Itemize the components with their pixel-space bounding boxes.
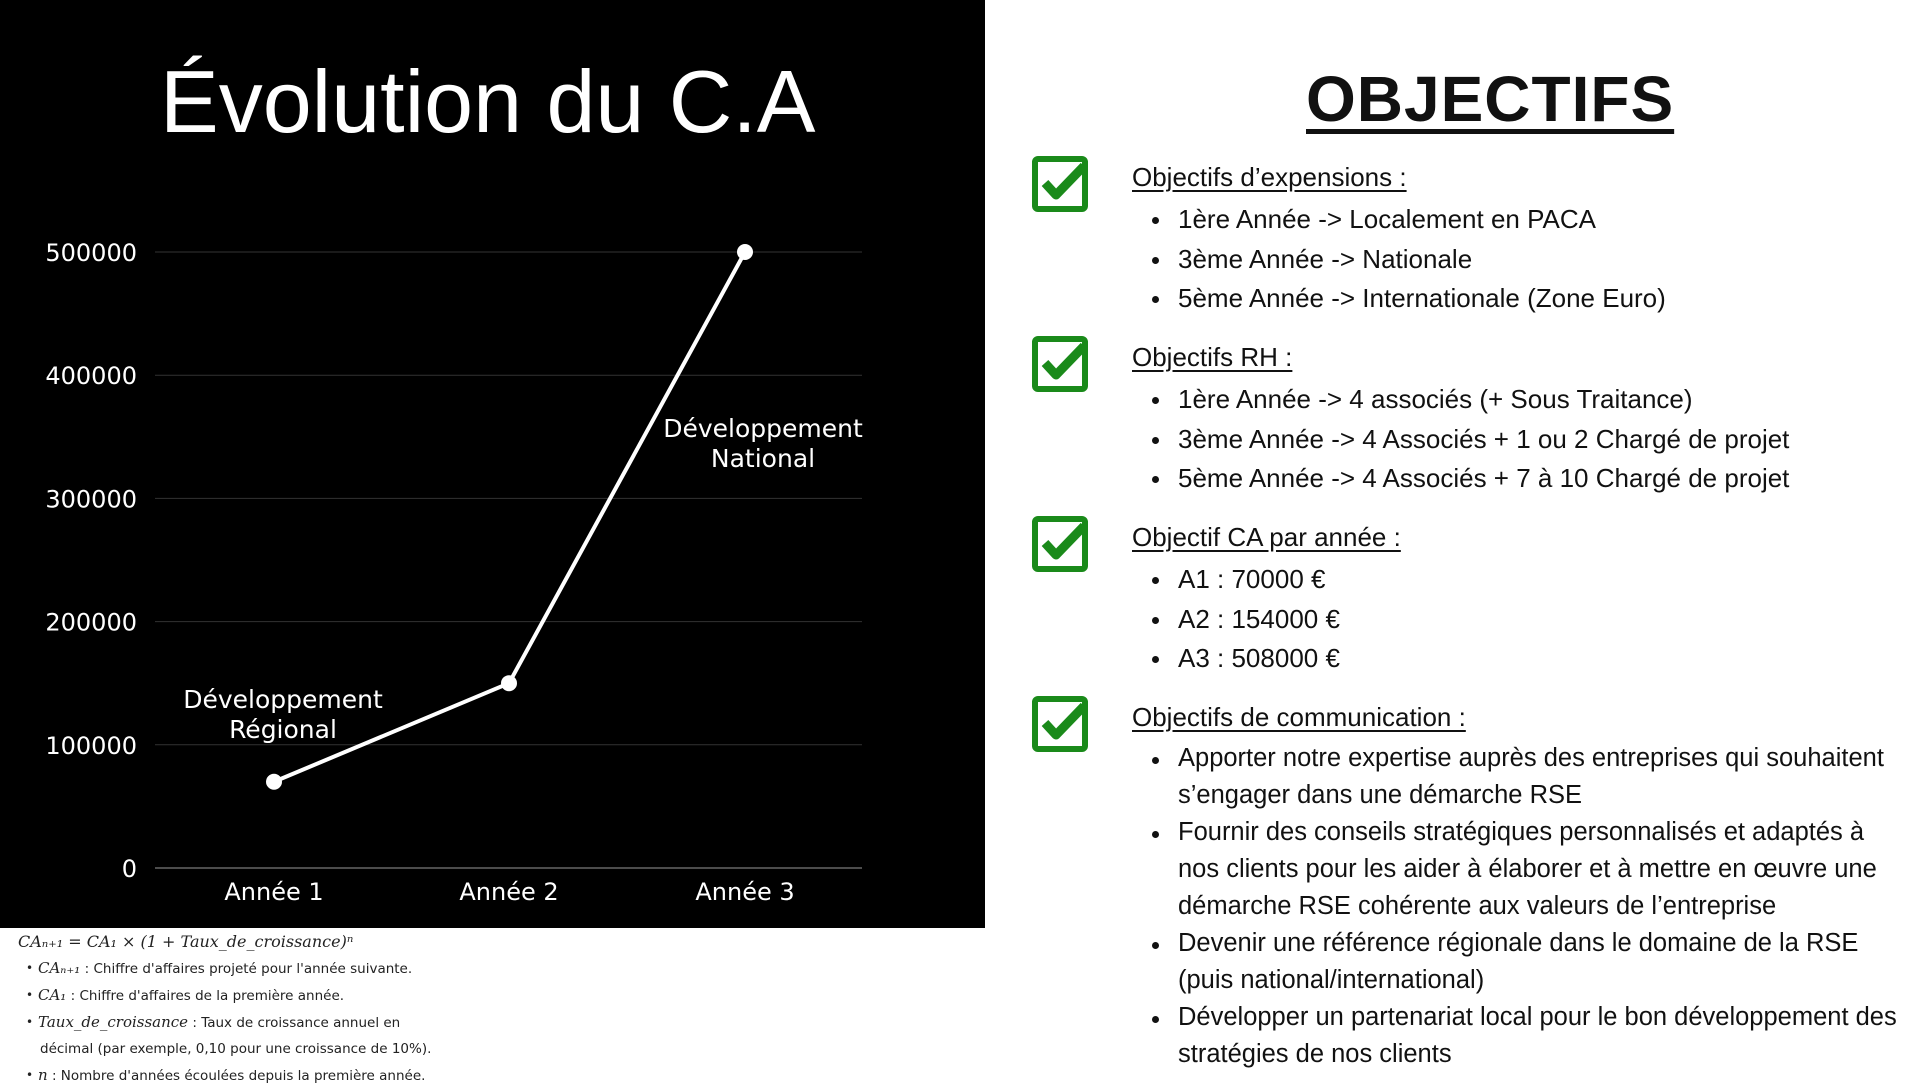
data-point [266, 774, 282, 790]
line-chart [0, 0, 985, 928]
section-list [1132, 740, 1898, 1073]
list-item: A1 : 70000 € [1132, 560, 1340, 600]
list-item: A2 : 154000 € [1132, 600, 1340, 640]
checkbox-checked-icon [1032, 696, 1090, 754]
formula-term: n [38, 1066, 48, 1084]
formula-term: CA₁ [38, 986, 67, 1004]
list-item: Devenir une référence régionale dans le domaine de la RSE (puis national/international) [1132, 925, 1898, 999]
objectives-panel [1030, 0, 1910, 1080]
formula-equation: CAₙ₊₁ = CA₁ × (1 + Taux_de_croissance)ⁿ [18, 932, 354, 951]
list-item: 5ème Année -> 4 Associés + 7 à 10 Chargé de projet [1132, 459, 1789, 499]
data-point [501, 675, 517, 691]
y-tick-label: 100000 [45, 731, 137, 760]
formula-text: décimal (par exemple, 0,10 pour une croissance de 10%). [40, 1041, 432, 1057]
checkbox-checked-icon [1032, 336, 1090, 394]
section-list [1132, 560, 1340, 679]
formula-term: Taux_de_croissance [38, 1013, 189, 1031]
chart-annotation: Développement [663, 413, 863, 443]
list-item: Développer un partenariat local pour le bon développement des stratégies de nos clients [1132, 999, 1898, 1073]
list-item: A3 : 508000 € [1132, 639, 1340, 679]
list-item: 5ème Année -> Internationale (Zone Euro) [1132, 279, 1666, 319]
checkbox-checked-icon [1032, 156, 1090, 214]
formula-text: : Nombre d'années écoulées depuis la première année. [47, 1068, 426, 1084]
formula-text: : Chiffre d'affaires projeté pour l'année suivante. [80, 961, 413, 977]
list-item: 1ère Année -> Localement en PACA [1132, 200, 1666, 240]
y-tick-label: 300000 [45, 485, 137, 514]
formula-text: : Chiffre d'affaires de la première année. [66, 988, 345, 1004]
section-list [1132, 380, 1789, 499]
formula-item [18, 1062, 478, 1089]
y-tick-label: 500000 [45, 239, 137, 267]
formula-item [18, 982, 478, 1009]
section-title: Objectif CA par année : [1132, 522, 1401, 552]
list-item: 3ème Année -> 4 Associés + 1 ou 2 Chargé de projet [1132, 420, 1789, 460]
y-tick-label: 200000 [45, 608, 137, 637]
chart-annotation: National [710, 443, 816, 473]
x-tick-label: Année 1 [224, 878, 324, 906]
x-tick-label: Année 3 [695, 878, 795, 906]
y-tick-label: 0 [121, 855, 137, 883]
section-list [1132, 200, 1666, 319]
formula-item-continued [18, 1036, 478, 1062]
section-title: Objectifs d’expensions : [1132, 162, 1407, 192]
formula-item [18, 955, 478, 982]
chart-panel [0, 0, 985, 928]
chart-title: Évolution du C.A [160, 52, 816, 151]
y-tick-label: 400000 [45, 362, 137, 391]
formula-notes [18, 930, 478, 1089]
formula-text: : Taux de croissance annuel en [188, 1015, 401, 1031]
checkbox-checked-icon [1032, 516, 1090, 574]
data-point [737, 244, 753, 260]
list-item: 1ère Année -> 4 associés (+ Sous Traitance) [1132, 380, 1789, 420]
section-title: Objectifs de communication : [1132, 702, 1466, 732]
x-tick-label: Année 2 [459, 878, 559, 906]
formula-item [18, 1009, 478, 1036]
list-item: Fournir des conseils stratégiques personnalisés et adaptés à nos clients pour les aider à élaborer et à mettre en œuvre une démarche RSE cohérente aux valeurs de l’entreprise [1132, 814, 1898, 925]
chart-annotation: Développement [183, 684, 383, 714]
section-title: Objectifs RH : [1132, 342, 1293, 372]
list-item: 3ème Année -> Nationale [1132, 240, 1666, 280]
list-item: Apporter notre expertise auprès des entreprises qui souhaitent s’engager dans une démarche RSE [1132, 740, 1898, 814]
chart-annotation: Régional [229, 714, 337, 744]
formula-term: CAₙ₊₁ [38, 959, 81, 977]
objectives-title: OBJECTIFS [1306, 63, 1675, 135]
